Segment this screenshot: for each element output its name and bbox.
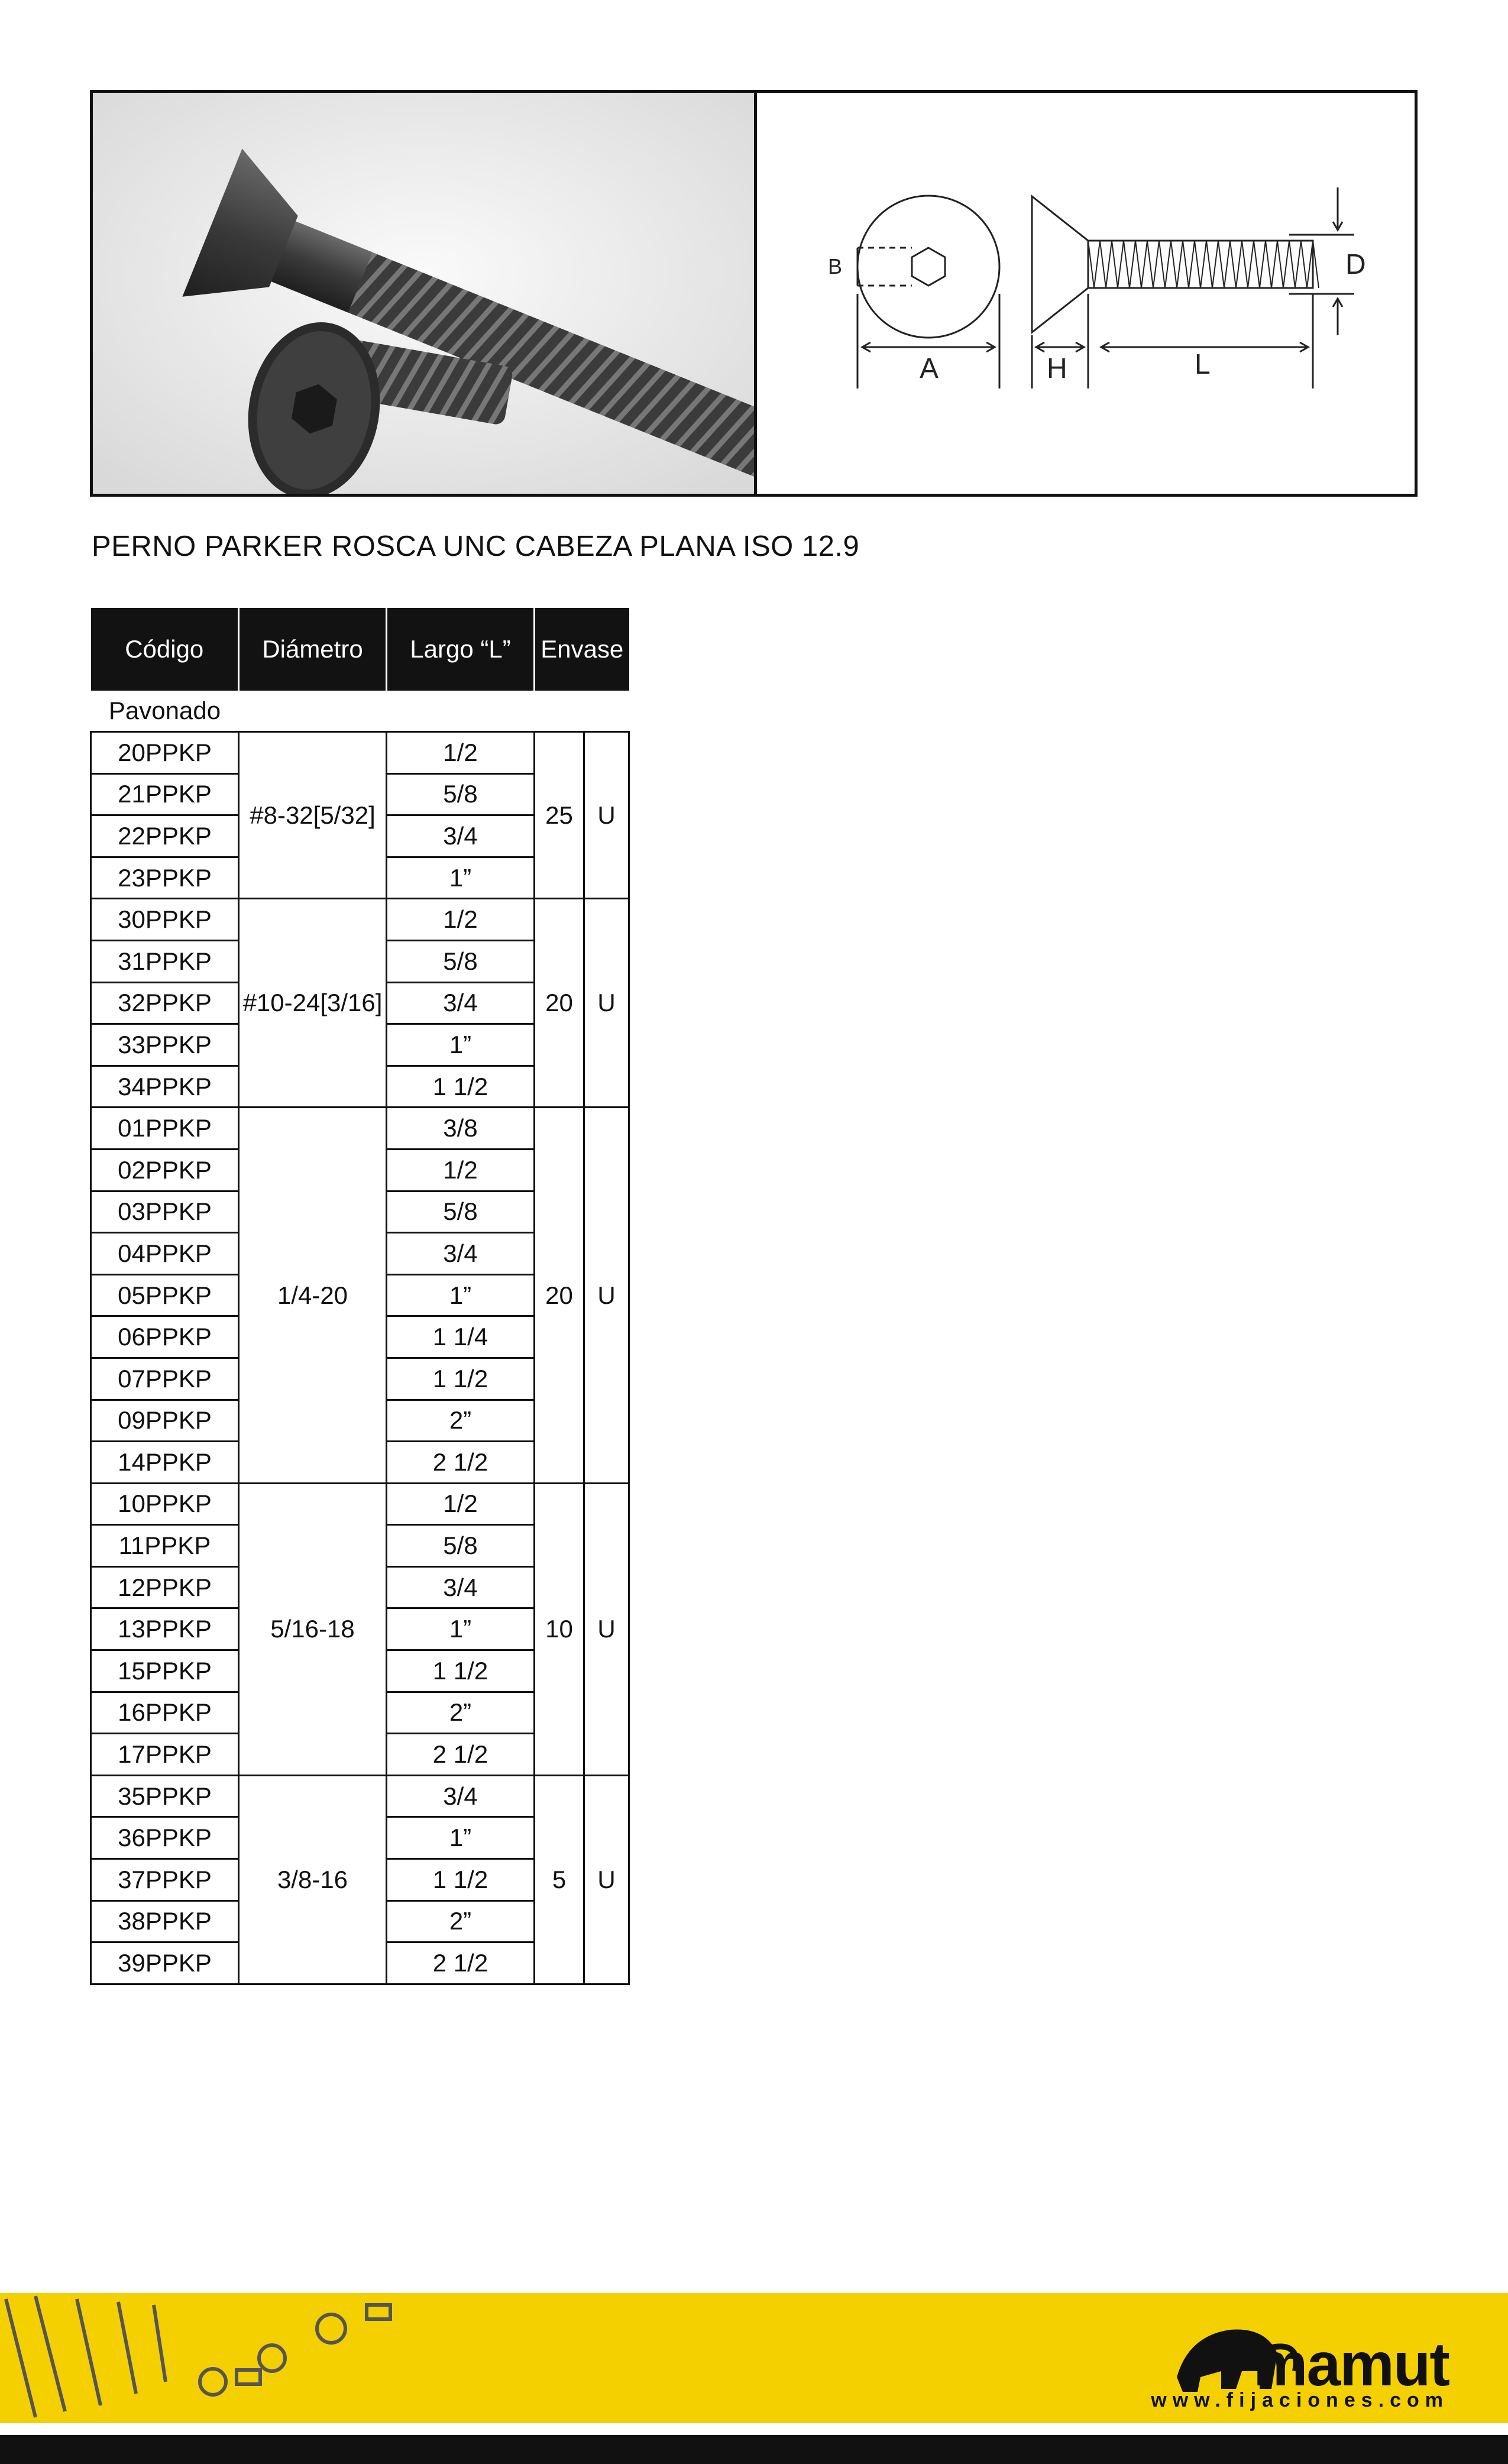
cell-code: 17PPKP: [91, 1734, 239, 1776]
cell-length: 2 1/2: [387, 1942, 535, 1984]
cell-code: 15PPKP: [91, 1650, 239, 1692]
table-row: [91, 1483, 629, 1525]
cell-code: 39PPKP: [91, 1942, 239, 1984]
cell-code: 32PPKP: [91, 982, 239, 1024]
cell-diameter: #8-32[5/32]: [239, 732, 387, 899]
cell-code: 33PPKP: [91, 1024, 239, 1066]
table-header-row: [91, 608, 629, 691]
label-b: B: [828, 254, 843, 279]
cell-length: 1”: [387, 1817, 535, 1859]
cell-length: 5/8: [387, 1525, 535, 1567]
cell-code: 38PPKP: [91, 1900, 239, 1942]
cell-code: 31PPKP: [91, 940, 239, 982]
cell-length: 2 1/2: [387, 1734, 535, 1776]
cell-code: 12PPKP: [91, 1566, 239, 1608]
cell-code: 34PPKP: [91, 1066, 239, 1108]
bolt-dimension-drawing: [757, 93, 1415, 494]
cell-diameter: 3/8-16: [239, 1775, 387, 1984]
cell-length: 1”: [387, 1274, 535, 1316]
cell-length: 3/4: [387, 1233, 535, 1275]
cell-length: 3/4: [387, 1775, 535, 1817]
table-row: [91, 1108, 629, 1150]
cell-diameter: 5/16-18: [239, 1483, 387, 1775]
cell-code: 23PPKP: [91, 857, 239, 899]
cell-code: 16PPKP: [91, 1692, 239, 1734]
cell-length: 1”: [387, 1024, 535, 1066]
brand-url: www.fijaciones.com: [1151, 2389, 1449, 2411]
group-label-row: [91, 691, 629, 732]
cell-code: 05PPKP: [91, 1274, 239, 1316]
cell-length: 5/8: [387, 773, 535, 815]
hardware-decoration: [0, 2293, 426, 2423]
table-row: [91, 899, 629, 941]
cell-length: 5/8: [387, 940, 535, 982]
table-row: [91, 732, 629, 774]
cell-length: 2”: [387, 1692, 535, 1734]
cell-unit: U: [584, 732, 629, 899]
cell-length: 1/2: [387, 899, 535, 941]
product-table: [90, 608, 630, 1985]
header-diametro: Diámetro: [239, 608, 387, 691]
cell-length: 1 1/2: [387, 1859, 535, 1901]
cell-code: 36PPKP: [91, 1817, 239, 1859]
cell-qty: 20: [535, 1108, 584, 1483]
cell-code: 20PPKP: [91, 732, 239, 774]
cell-length: 1/2: [387, 1149, 535, 1191]
cell-length: 3/4: [387, 815, 535, 857]
header-largo: Largo “L”: [387, 608, 535, 691]
cell-length: 1/2: [387, 1483, 535, 1525]
brand-name: mamut: [1253, 2330, 1449, 2399]
cell-length: 1 1/2: [387, 1650, 535, 1692]
cell-code: 01PPKP: [91, 1108, 239, 1150]
cell-qty: 10: [535, 1483, 584, 1775]
cell-length: 2”: [387, 1900, 535, 1942]
cell-code: 09PPKP: [91, 1400, 239, 1442]
cell-code: 10PPKP: [91, 1483, 239, 1525]
page-title: PERNO PARKER ROSCA UNC CABEZA PLANA ISO 12.9: [92, 530, 860, 562]
bolt-photo-illustration: [93, 93, 754, 494]
cell-length: 1/2: [387, 732, 535, 774]
cell-diameter: #10-24[3/16]: [239, 899, 387, 1108]
label-l: L: [1195, 349, 1211, 380]
cell-qty: 5: [535, 1775, 584, 1984]
label-d: D: [1345, 249, 1366, 280]
cell-code: 02PPKP: [91, 1149, 239, 1191]
cell-length: 3/4: [387, 982, 535, 1024]
cell-length: 1 1/2: [387, 1066, 535, 1108]
cell-code: 04PPKP: [91, 1233, 239, 1275]
cell-unit: U: [584, 1775, 629, 1984]
cell-unit: U: [584, 1108, 629, 1483]
product-hero: [90, 90, 1418, 497]
cell-code: 30PPKP: [91, 899, 239, 941]
cell-length: 1”: [387, 1608, 535, 1650]
table-row: [91, 1775, 629, 1817]
cell-code: 07PPKP: [91, 1358, 239, 1400]
cell-qty: 25: [535, 732, 584, 899]
cell-code: 06PPKP: [91, 1316, 239, 1358]
label-a: A: [920, 353, 939, 384]
cell-code: 11PPKP: [91, 1525, 239, 1567]
cell-unit: U: [584, 1483, 629, 1775]
cell-code: 35PPKP: [91, 1775, 239, 1817]
cell-unit: U: [584, 899, 629, 1108]
cell-length: 1”: [387, 857, 535, 899]
cell-length: 3/8: [387, 1108, 535, 1150]
cell-code: 14PPKP: [91, 1442, 239, 1484]
cell-qty: 20: [535, 899, 584, 1108]
group-label: Pavonado: [108, 697, 221, 724]
product-photo: [93, 93, 757, 494]
cell-length: 5/8: [387, 1191, 535, 1233]
label-h: H: [1047, 353, 1067, 384]
cell-diameter: 1/4-20: [239, 1108, 387, 1483]
cell-length: 2 1/2: [387, 1442, 535, 1484]
cell-code: 03PPKP: [91, 1191, 239, 1233]
cell-code: 13PPKP: [91, 1608, 239, 1650]
footer-bar: [0, 2435, 1508, 2464]
technical-diagram: [757, 93, 1415, 494]
cell-code: 22PPKP: [91, 815, 239, 857]
cell-length: 1 1/2: [387, 1358, 535, 1400]
cell-code: 21PPKP: [91, 773, 239, 815]
cell-length: 1 1/4: [387, 1316, 535, 1358]
header-codigo: Código: [91, 608, 239, 691]
cell-code: 37PPKP: [91, 1859, 239, 1901]
footer-divider: [0, 2423, 1508, 2435]
header-envase: Envase: [535, 608, 629, 691]
cell-length: 3/4: [387, 1566, 535, 1608]
cell-length: 2”: [387, 1400, 535, 1442]
